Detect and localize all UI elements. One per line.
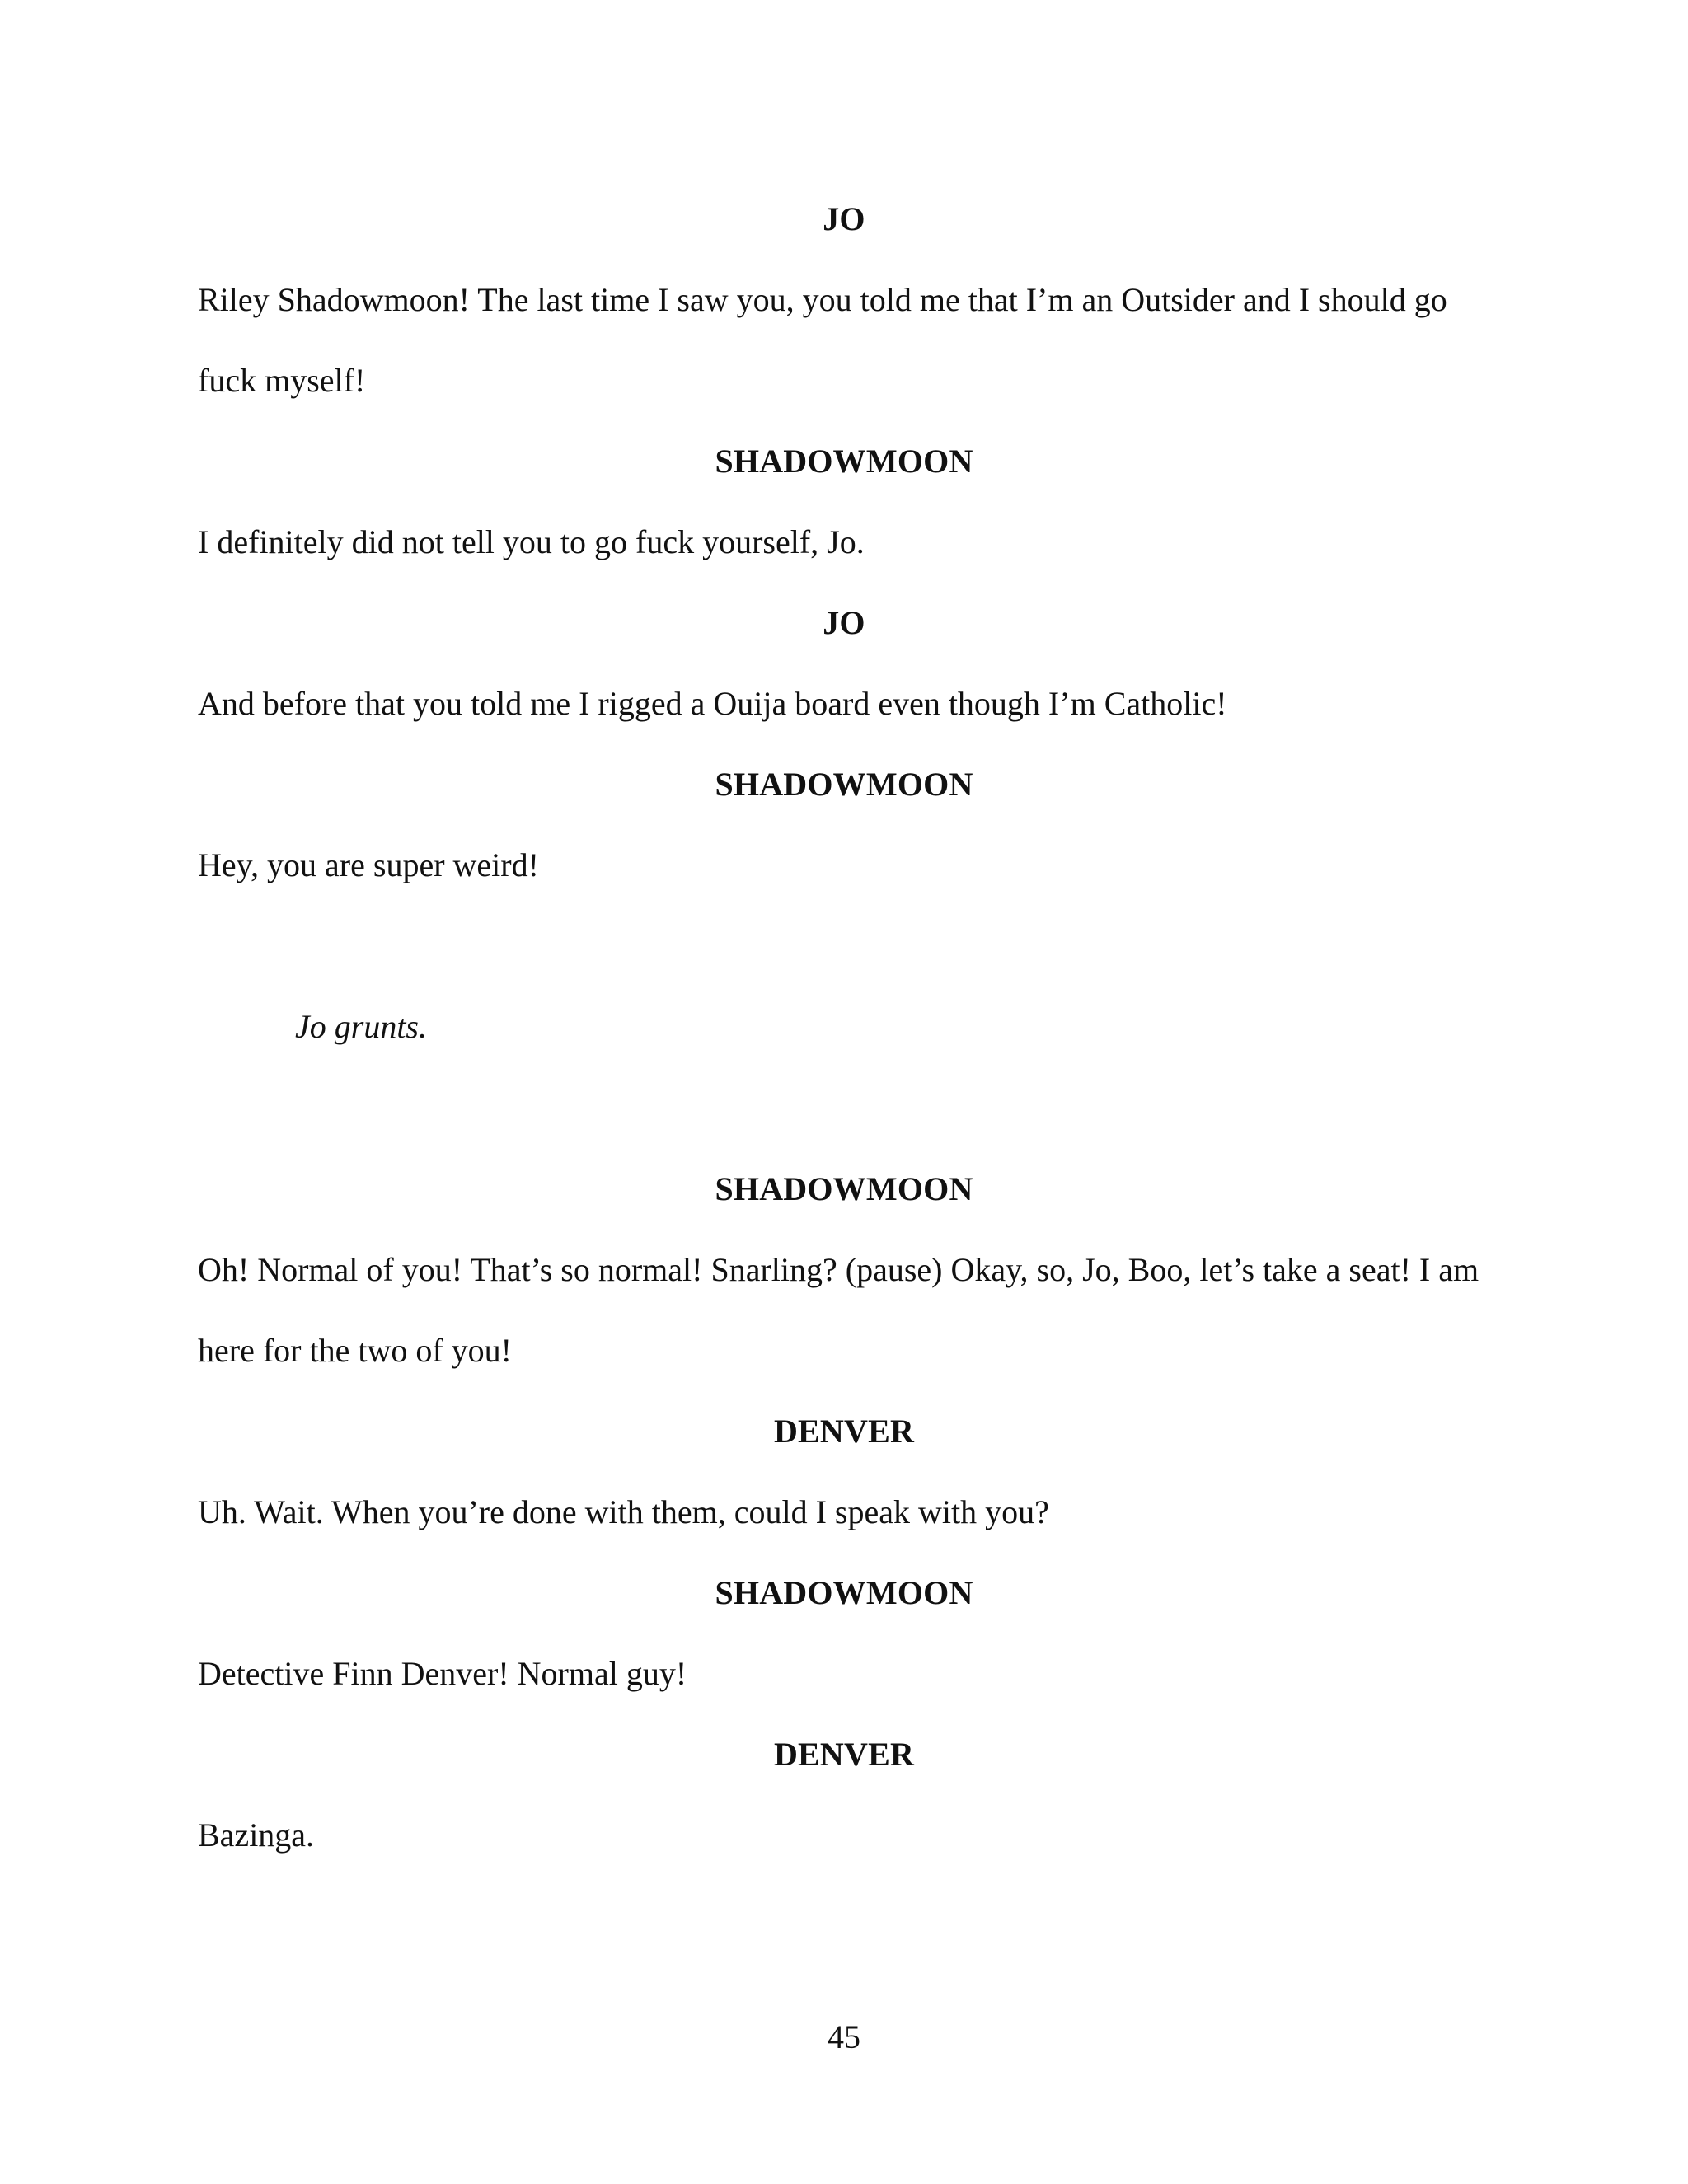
dialogue-line: And before that you told me I rigged a Ouija board even though I’m Catholic!: [198, 685, 1227, 722]
character-name-shadowmoon: SHADOWMOON: [715, 766, 973, 803]
dialogue-line: Bazinga.: [198, 1816, 315, 1854]
dialogue-line: Riley Shadowmoon! The last time I saw you, you told me that I’m an Outsider and I should go: [198, 281, 1447, 318]
dialogue-line: Oh! Normal of you! That’s so normal! Snarling? (pause) Okay, so, Jo, Boo, let’s take a seat! I am: [198, 1251, 1479, 1288]
character-name-jo: JO: [823, 604, 865, 641]
character-name-shadowmoon: SHADOWMOON: [715, 443, 973, 480]
character-name-shadowmoon: SHADOWMOON: [715, 1170, 973, 1207]
dialogue-line: fuck myself!: [198, 362, 366, 399]
dialogue-line: Hey, you are super weird!: [198, 846, 539, 883]
dialogue-line: here for the two of you!: [198, 1332, 512, 1369]
character-name-denver: DENVER: [773, 1736, 915, 1773]
page-number: 45: [828, 2018, 860, 2055]
dialogue-line: Detective Finn Denver! Normal guy!: [198, 1655, 687, 1692]
dialogue-line: Uh. Wait. When you’re done with them, could I speak with you?: [198, 1493, 1049, 1530]
dialogue-line: I definitely did not tell you to go fuck yourself, Jo.: [198, 523, 865, 560]
character-name-shadowmoon: SHADOWMOON: [715, 1574, 973, 1611]
character-name-denver: DENVER: [773, 1413, 915, 1450]
stage-direction: Jo grunts.: [295, 1008, 427, 1045]
character-name-jo: JO: [823, 200, 865, 237]
